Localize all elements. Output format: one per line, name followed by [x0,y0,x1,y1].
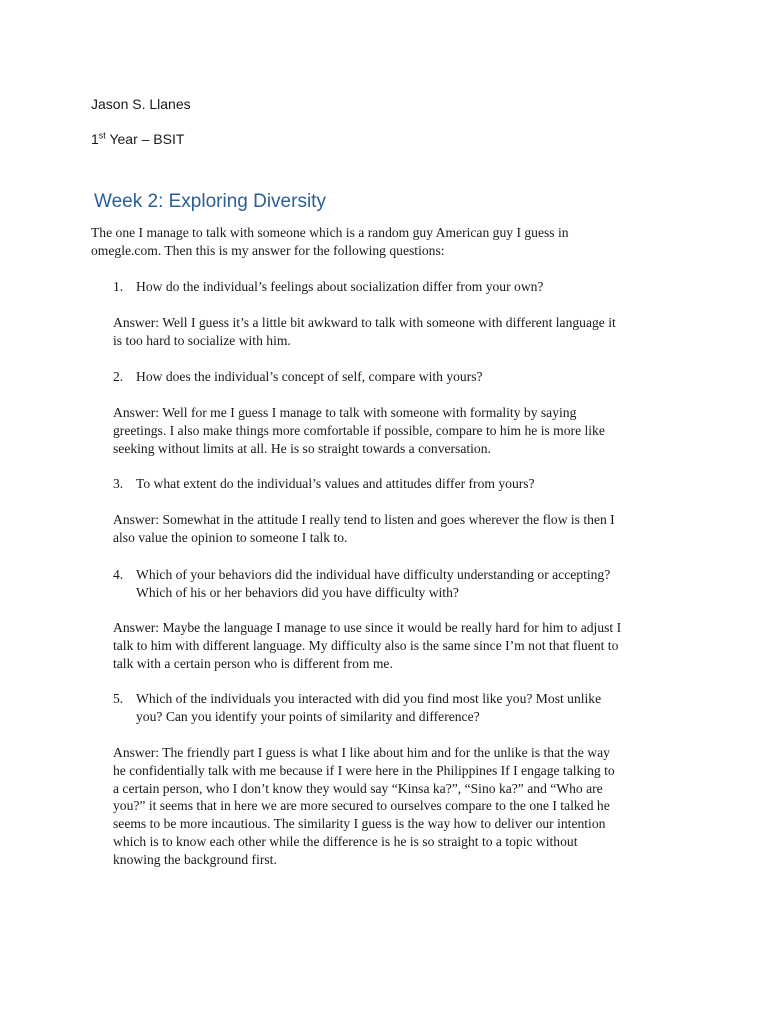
year-course: Year – BSIT [105,131,185,147]
question-line: you? Can you identify your points of similarity and difference? [136,708,480,724]
question-text [136,368,696,386]
author-name: Jason S. Llanes [91,96,191,112]
question-number: 1. [113,279,124,294]
answer-line: talk to him with different language. My difficulty also is the same since I’m not that fluent to [113,637,619,653]
question-text [136,278,696,296]
question-line: How does the individual’s concept of self, compare with yours? [136,369,483,384]
question-number: 5. [113,691,124,706]
author-year-level [91,131,184,147]
answer-1 [113,314,693,350]
document-title: Week 2: Exploring Diversity [94,191,326,212]
question-line: To what extent do the individual’s values and attitudes differ from yours? [136,476,535,491]
answer-line: greetings. I also make things more comfortable if possible, compare to him he is more like [113,422,605,438]
answer-line: seems to be more incautious. The similarity I guess is the way how to deliver our intention [113,816,606,832]
answer-line: is too hard to socialize with him. [113,332,291,348]
answer-line: a certain person, who I don’t know they would say “Kinsa ka?”, “Sino ka?” and “Who are [113,780,603,796]
answer-3 [113,511,693,547]
answer-line: Answer: Maybe the language I manage to use since it would be really hard for him to adjust I [113,620,622,635]
answer-line: also value the opinion to someone I talk to. [113,529,348,545]
intro-paragraph [91,224,691,260]
question-number: 4. [113,567,124,582]
intro-line: The one I manage to talk with someone which is a random guy American guy I guess in [91,225,569,240]
answer-line: you?” it seems that in here we are more secured to ourselves compare to the one I talked he [113,798,610,814]
answer-4 [113,619,693,672]
question-line: Which of your behaviors did the individual have difficulty understanding or accepting? [136,567,611,582]
answer-line: talk with a certain person who is different from me. [113,655,393,671]
answer-line: Answer: Somewhat in the attitude I really tend to listen and goes wherever the flow is then I [113,512,615,527]
answer-5 [113,744,693,869]
year-number: 1 [91,131,99,147]
question-number: 2. [113,369,124,384]
question-line: How do the individual’s feelings about socialization differ from your own? [136,279,544,294]
question-line: Which of the individuals you interacted with did you find most like you? Most unlike [136,691,602,706]
answer-line: Answer: Well for me I guess I manage to talk with someone with formality by saying [113,405,577,420]
question-line: Which of his or her behaviors did you have difficulty with? [136,584,459,600]
answer-line: he confidentially talk with me because if I were here in the Philippines If I engage talking to [113,762,615,778]
intro-line: omegle.com. Then this is my answer for the following questions: [91,242,445,258]
question-text [136,475,696,493]
question-text [136,566,696,602]
answer-line: Answer: The friendly part I guess is what I like about him and for the unlike is that the way [113,745,610,760]
answer-line: Answer: Well I guess it’s a little bit awkward to talk with someone with different language it [113,315,616,330]
answer-2 [113,404,693,457]
answer-line: seeking without limits at all. He is so straight towards a conversation. [113,440,491,456]
answer-line: knowing the background first. [113,851,277,867]
answer-line: which is to know each other while the difference is he is so straight to a topic without [113,833,578,849]
question-text [136,690,696,726]
year-ordinal-suffix: st [98,130,106,141]
question-number: 3. [113,476,124,491]
